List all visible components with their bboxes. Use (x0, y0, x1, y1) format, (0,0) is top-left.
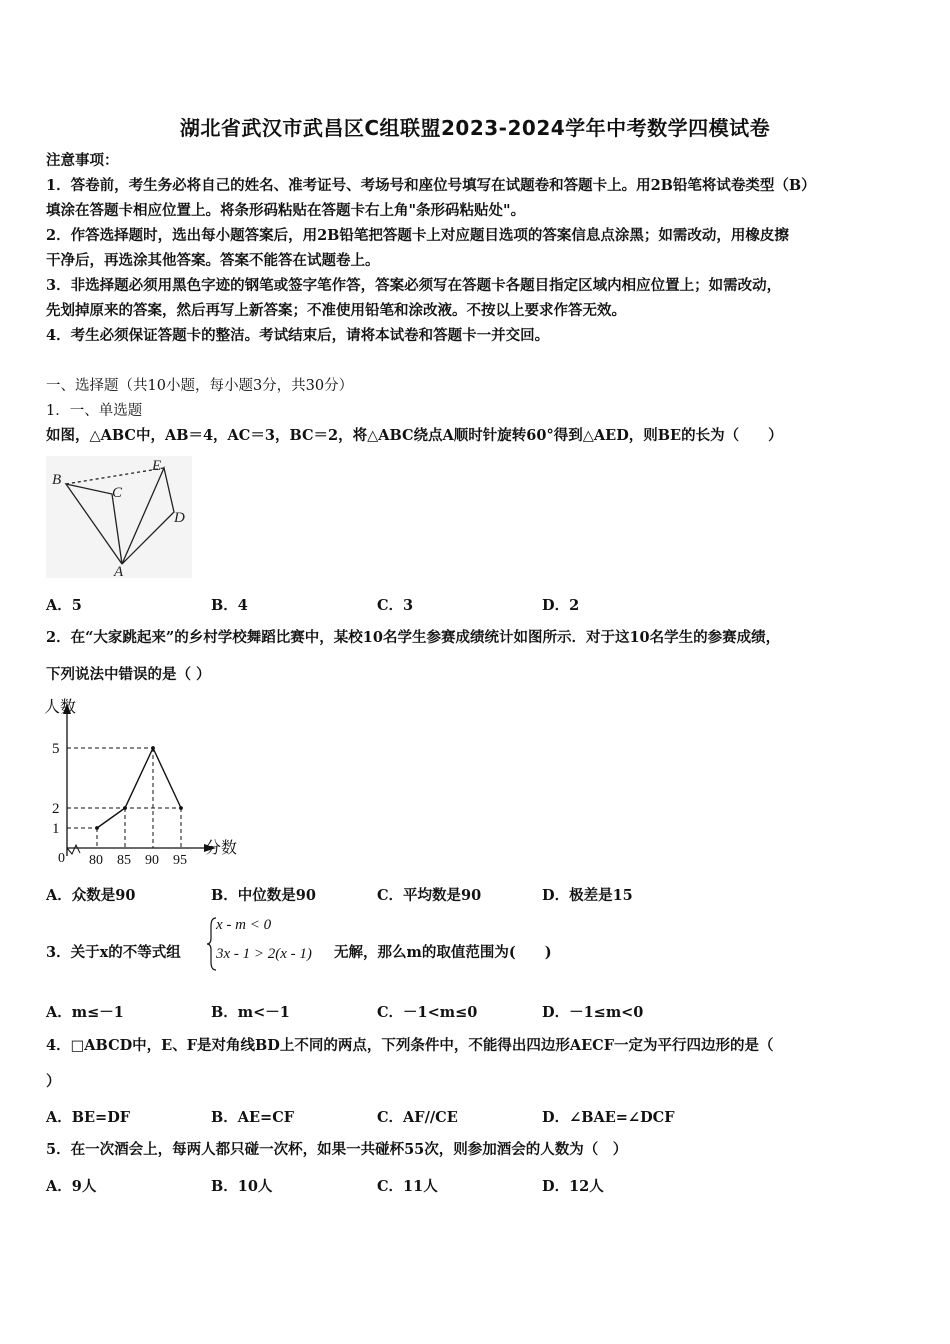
data-point-90 (152, 747, 154, 749)
q2-option-b: B．中位数是90 (211, 887, 316, 904)
q1-option-a: A．5 (46, 597, 82, 614)
q1-option-b: B．4 (211, 597, 248, 614)
notice-heading: 注意事项： (46, 152, 119, 169)
q5-option-d: D．12人 (542, 1178, 604, 1195)
notice-line-4: 干净后，再选涂其他答案。答案不能答在试题卷上。 (46, 252, 380, 269)
q2-text-line-1: 2．在“大家跳起来”的乡村学校舞蹈比赛中，某校10名学生参赛成绩统计如图所示．对于这10名学生的参赛成绩， (46, 629, 781, 646)
notice-line-2: 填涂在答题卡相应位置上。将条形码粘贴在答题卡右上角"条形码粘贴处"。 (46, 202, 526, 219)
q1-text: 如图，△ABC中，AB＝4，AC＝3，BC＝2，将△ABC绕点A顺时针旋转60°得到△AED，则BE的长为（ ） (46, 427, 783, 444)
data-point-85 (124, 807, 126, 809)
x-tick-label: 85 (117, 853, 131, 868)
q3-option-c: C．－1<m≤0 (377, 1004, 478, 1021)
label-a: A (114, 564, 124, 580)
q2-line-chart (40, 690, 245, 872)
q4-option-a: A．BE=DF (46, 1109, 131, 1126)
page-title: 湖北省武汉市武昌区C组联盟2023-2024学年中考数学四模试卷 (179, 116, 771, 140)
label-d: D (174, 510, 185, 526)
q3-inequality-1: x - m < 0 (216, 917, 272, 933)
origin-label: 0 (58, 851, 65, 866)
x-tick-label: 80 (89, 853, 103, 868)
y-tick-label: 2 (52, 801, 60, 817)
notice-line-6: 先划掉原来的答案，然后再写上新答案；不准使用铅笔和涂改液。不按以上要求作答无效。 (46, 302, 626, 319)
x-tick-label: 90 (145, 853, 159, 868)
q2-option-d: D．极差是15 (542, 887, 633, 904)
q5-text: 5．在一次酒会上，每两人都只碰一次杯，如果一共碰杯55次，则参加酒会的人数为（ ） (46, 1141, 628, 1158)
q5-option-b: B．10人 (211, 1178, 273, 1195)
data-point-95 (180, 807, 182, 809)
q1-option-c: C．3 (377, 597, 414, 614)
notice-line-7: 4．考生必须保证答题卡的整洁。考试结束后，请将本试卷和答题卡一并交回。 (46, 327, 550, 344)
q4-text-line-1: 4．□ABCD中，E、F是对角线BD上不同的两点，下列条件中，不能得出四边形AECF一定为平行四边形的是（ (46, 1037, 774, 1054)
q5-option-c: C．11人 (377, 1178, 438, 1195)
notice-line-5: 3．非选择题必须用黑色字迹的钢笔或签字笔作答，答案必须写在答题卡各题目指定区域内相应位置上；如需改动， (46, 277, 782, 294)
q3-option-a: A．m≤－1 (46, 1004, 124, 1021)
q1-figure (44, 454, 194, 580)
q3-inequality-2: 3x - 1 > 2(x - 1) (216, 946, 312, 962)
q2-option-c: C．平均数是90 (377, 887, 482, 904)
q3-prefix: 3．关于x的不等式组 (46, 944, 181, 961)
q3-suffix: 无解，那么m的取值范围为( ) (334, 944, 552, 961)
q2-text-line-2: 下列说法中错误的是（ ） (46, 666, 211, 683)
q2-option-a: A．众数是90 (46, 887, 136, 904)
q5-option-a: A．9人 (46, 1178, 97, 1195)
q4-option-c: C．AF//CE (377, 1109, 458, 1126)
q4-option-d: D．∠BAE=∠DCF (542, 1109, 675, 1126)
data-point-80 (96, 827, 98, 829)
section-subheading: 1．一、单选题 (46, 403, 143, 419)
notice-line-1: 1．答卷前，考生务必将自己的姓名、准考证号、考场号和座位号填写在试题卷和答题卡上。用2B铅笔将试卷类型（B） (46, 177, 816, 194)
notice-line-3: 2．作答选择题时，选出每小题答案后，用2B铅笔把答题卡上对应题目选项的答案信息点涂黑；如需改动，用橡皮擦 (46, 227, 789, 244)
x-tick-label: 95 (173, 853, 187, 868)
label-c: C (112, 485, 123, 501)
x-axis-label: 分数 (205, 840, 238, 857)
q4-text-line-2: ） (46, 1073, 61, 1090)
section-heading: 一、选择题（共10小题，每小题3分，共30分） (46, 378, 354, 394)
q3-option-b: B．m<－1 (211, 1004, 290, 1021)
axis-break-mark (67, 845, 80, 854)
q4-option-b: B．AE=CF (211, 1109, 295, 1126)
q3-option-d: D．－1≤m<0 (542, 1004, 644, 1021)
label-e: E (152, 458, 162, 474)
y-tick-label: 1 (52, 821, 60, 837)
y-tick-label: 5 (52, 741, 60, 757)
label-b: B (52, 472, 62, 488)
q1-option-d: D．2 (542, 597, 580, 614)
y-axis-label: 人数 (44, 699, 77, 716)
series-line (97, 748, 181, 828)
